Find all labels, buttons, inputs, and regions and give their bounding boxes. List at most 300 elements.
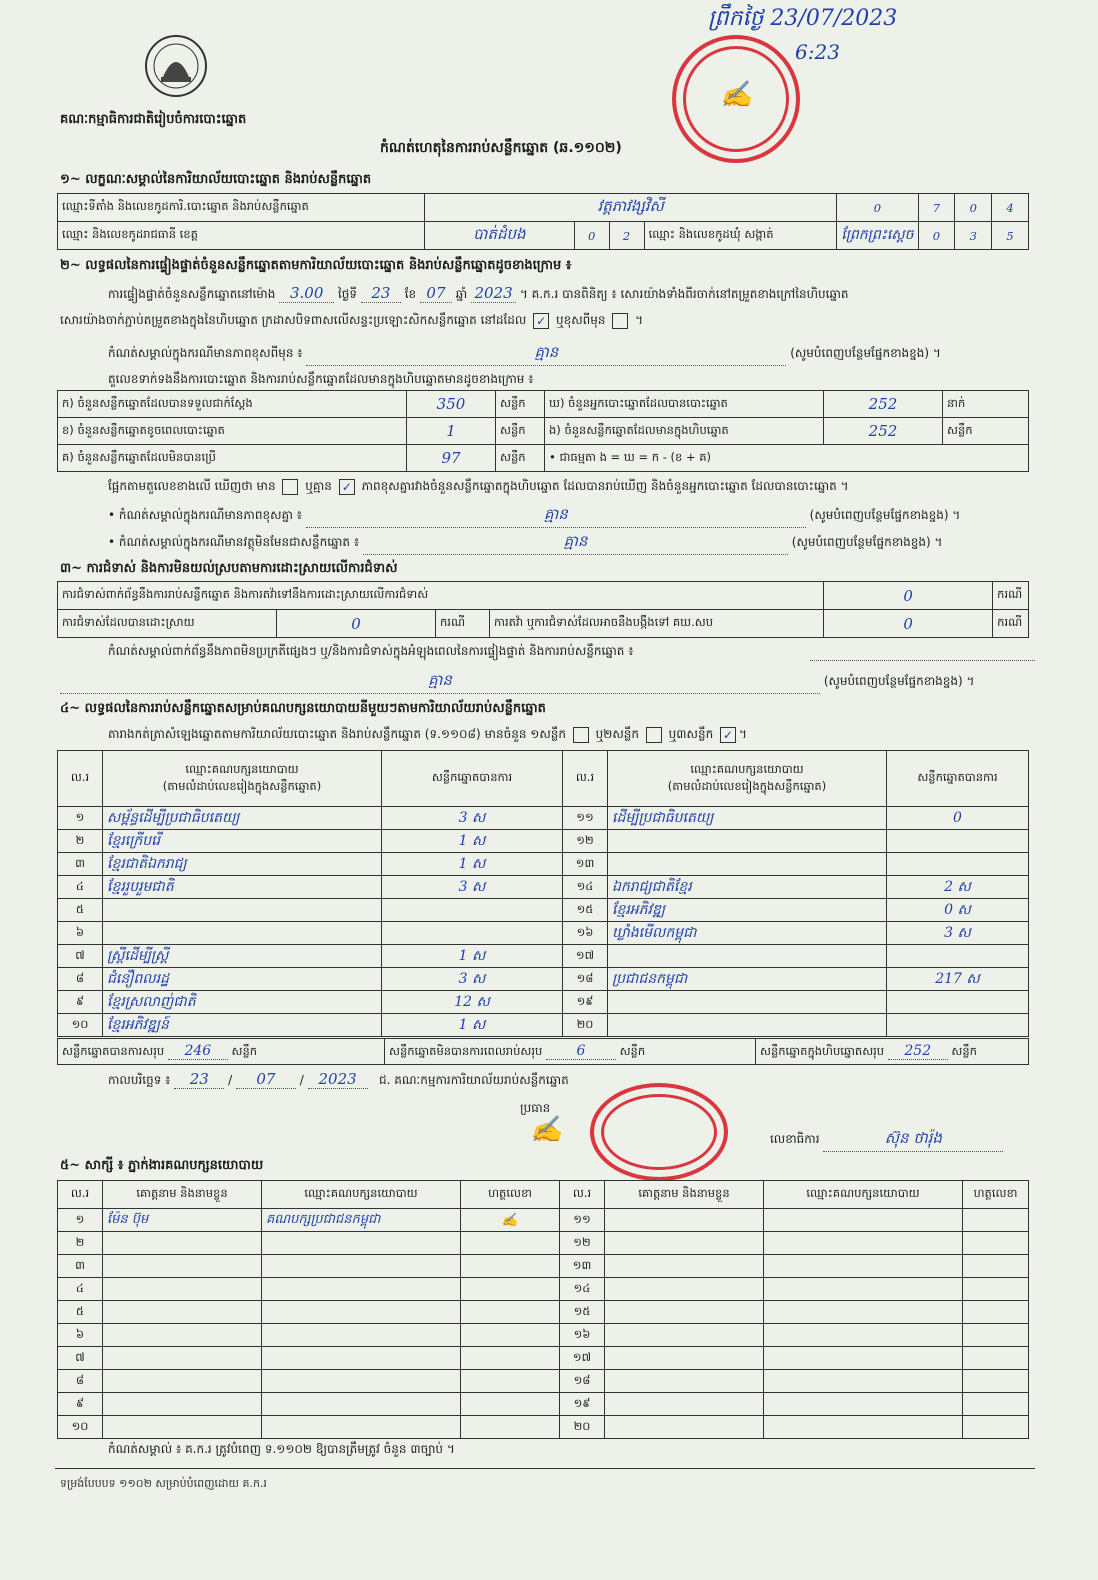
- count-c-label: គ) ចំនួនសន្លឹកឆ្នោតដែលមិនបានប្រើ: [58, 445, 407, 472]
- secretary-name: ស៊ុន ថារ៉ុង: [823, 1129, 1003, 1152]
- diff-or: ឬគ្មាន: [305, 479, 332, 493]
- note3-row: [108, 532, 1038, 555]
- polling-station-label: ឈ្មោះទីតាំង និងលេខកូដការិ.បោះឆ្នោត និងរាប់សន្លឹកឆ្នោត: [58, 194, 425, 222]
- result-no: ១៧: [563, 945, 608, 968]
- intro-e: ។ គ.ក.រ បានពិនិត្យ ៖ សោរយ៉ាងទាំងពីរចាក់នៅតម្រួតខាងក្រៅនៃហិបឆ្នោត: [519, 287, 849, 301]
- result-party: ខ្មែរអភិវឌ្ឍ: [608, 899, 887, 922]
- result-party: ខ្មែរក្រើបរើ: [103, 830, 382, 853]
- note3-value: គ្មាន: [363, 532, 788, 555]
- note2-row: [108, 505, 1038, 528]
- col-party-right-sub: (តាមលំដាប់លេខរៀងក្នុងសន្លឹកឆ្នោត): [667, 778, 827, 793]
- w-col-party-left: ឈ្មោះគណបក្សនយោបាយ: [262, 1181, 461, 1209]
- resolved-unit: ករណី: [436, 610, 490, 638]
- total-box-cell: [756, 1039, 1029, 1065]
- table-row: [58, 853, 1029, 876]
- witness-name: [103, 1347, 262, 1370]
- witness-name: [605, 1370, 764, 1393]
- col-party-left-title: ឈ្មោះគណបក្សនយោបាយ: [185, 761, 299, 776]
- witness-signature: [963, 1324, 1029, 1347]
- totals-table: [57, 1038, 1029, 1065]
- result-no: ១៨: [563, 968, 608, 991]
- party-results-table: [57, 750, 1029, 1037]
- witness-table: [57, 1180, 1029, 1439]
- committee-stamp: [590, 1083, 728, 1181]
- witness-signature: [461, 1347, 560, 1370]
- total-box-value: 252: [888, 1043, 948, 1060]
- col-votes-right: សន្លឹកឆ្នោតបានការ: [887, 751, 1029, 807]
- col-no-right: ល.រ: [563, 751, 608, 807]
- table-row: [58, 1416, 1029, 1439]
- resolved-value: 0: [277, 610, 436, 638]
- witness-no: ២: [58, 1232, 103, 1255]
- result-no: ១២: [563, 830, 608, 853]
- result-votes: [382, 899, 563, 922]
- section1-table: [57, 193, 1029, 250]
- witness-signature: [461, 1301, 560, 1324]
- witness-party: [262, 1370, 461, 1393]
- tally-intro: តារាងកត់ត្រាសំឡេងឆ្នោតតាមការិយាល័យបោះឆ្នោត និងរាប់សន្លឹកឆ្នោត (ទ.១១០៨) មានចំនួន ១សន្លឹក: [108, 727, 566, 741]
- witness-name: [605, 1324, 764, 1347]
- witness-name: [605, 1347, 764, 1370]
- verification-line-1: [108, 284, 1038, 304]
- count-d-label: ឃ) ចំនួនអ្នកបោះឆ្នោតដែលបានបោះឆ្នោត: [545, 391, 824, 418]
- three-sheets-checkbox[interactable]: ✓: [720, 727, 736, 743]
- handwritten-time: 6:23: [795, 40, 840, 64]
- table-row: [58, 876, 1029, 899]
- col-party-left: [103, 751, 382, 807]
- section2-heading: ២~ លទ្ធផលនៃការផ្ទៀងផ្ទាត់ចំនួនសន្លឹកឆ្នោតតាមការិយាល័យបោះឆ្នោត និងរាប់សន្លឹកឆ្នោតដូចខាងក្រោម ៖: [60, 258, 572, 273]
- result-votes: 1 ស: [382, 1014, 563, 1037]
- verification-day: 23: [361, 284, 401, 303]
- result-no: ១: [58, 807, 103, 830]
- total-valid-cell: [58, 1039, 385, 1065]
- objections-unit: ករណី: [993, 582, 1029, 610]
- result-votes: 12 ស: [382, 991, 563, 1014]
- result-party: [608, 830, 887, 853]
- count-a-label: ក) ចំនួនសន្លឹកឆ្នោតដែលបានទទួលជាក់ស្តែង: [58, 391, 407, 418]
- witness-no: ៤: [58, 1278, 103, 1301]
- witness-party: [262, 1255, 461, 1278]
- province-value: បាត់ដំបង: [425, 222, 575, 250]
- verification-time: 3.00: [279, 284, 334, 303]
- witness-party: [764, 1370, 963, 1393]
- counts-table: [57, 390, 1029, 472]
- table-row: [58, 1014, 1029, 1037]
- col-party-right-title: ឈ្មោះគណបក្សនយោបាយ: [690, 761, 804, 776]
- table-row: [58, 830, 1029, 853]
- witness-no: ១២: [560, 1232, 605, 1255]
- witness-signature: [963, 1232, 1029, 1255]
- witness-signature: [461, 1393, 560, 1416]
- result-no: ៤: [58, 876, 103, 899]
- form-footer: ទម្រង់បែបបទ ១១០២ សម្រាប់បំពេញដោយ គ.ក.រ: [60, 1477, 267, 1490]
- result-party: ជំនឿពលរដ្ឋ: [103, 968, 382, 991]
- witness-party: [262, 1232, 461, 1255]
- witness-signature: [963, 1393, 1029, 1416]
- witness-party: [262, 1393, 461, 1416]
- table-row: [58, 1278, 1029, 1301]
- note3-label: • កំណត់សម្គាល់ក្នុងករណីមានវត្ថុមិនមែនជាសន្លឹកឆ្នោត ៖: [108, 535, 360, 549]
- table-row: [58, 1209, 1029, 1232]
- count-d-value: 252: [824, 391, 943, 418]
- witness-no: ១៣: [560, 1255, 605, 1278]
- witness-party: [764, 1301, 963, 1324]
- count-e-unit: សន្លឹក: [943, 418, 1029, 445]
- result-votes: 3 ស: [382, 968, 563, 991]
- section5-heading: ៥~ សាក្សី ៖ ភ្នាក់ងារគណបក្សនយោបាយ: [60, 1158, 264, 1173]
- result-votes: [382, 922, 563, 945]
- witness-name: [103, 1416, 262, 1439]
- witness-no: ១: [58, 1209, 103, 1232]
- witness-no: ១៤: [560, 1278, 605, 1301]
- no-difference-checkbox[interactable]: ✓: [339, 479, 355, 495]
- result-no: ៨: [58, 968, 103, 991]
- result-votes: 1 ស: [382, 830, 563, 853]
- result-party: ខ្មែរជាតិឯករាជ្យ: [103, 853, 382, 876]
- witness-no: ១៨: [560, 1370, 605, 1393]
- result-votes: 1 ស: [382, 945, 563, 968]
- witness-name: [605, 1255, 764, 1278]
- opt2-label: ឬ២សន្លឹក: [595, 727, 640, 741]
- total-valid-unit: សន្លឹក: [231, 1043, 258, 1058]
- result-party: [608, 853, 887, 876]
- has-difference-checkbox[interactable]: [282, 479, 298, 495]
- tally-sheet-row: តារាងកត់ត្រាសំឡេងឆ្នោតតាមការិយាល័យបោះឆ្នោត និងរាប់សន្លឹកឆ្នោត (ទ.១១០៨) មានចំនួន ១សន្លឹក ឬ២សន្លឹក ឬ៣សន្លឹក ✓ ។: [108, 727, 747, 742]
- witness-signature: ✍: [461, 1209, 560, 1232]
- commune-value: ព្រែកព្រះស្តេច: [837, 222, 918, 250]
- table-row: [58, 1347, 1029, 1370]
- table-row: [58, 968, 1029, 991]
- escalated-label: ការតវ៉ា ឬការជំទាស់ដែលអាចនឹងបង្កឹងទៅ គឃ.សប: [490, 610, 824, 638]
- date-label: កាលបរិច្ឆេទ ៖: [108, 1073, 171, 1087]
- secretary-row: [770, 1129, 1003, 1152]
- note2-label: • កំណត់សម្គាល់ក្នុងករណីមានភាពខុសគ្នា ៖: [108, 508, 303, 522]
- intro-c: ខែ: [404, 287, 417, 301]
- witness-name: [103, 1232, 262, 1255]
- witness-signature: [461, 1255, 560, 1278]
- total-invalid-value: 6: [546, 1043, 616, 1060]
- date-month: 07: [236, 1070, 296, 1089]
- count-e-label: ង) ចំនួនសន្លឹកឆ្នោតដែលមានក្នុងហិបឆ្នោត: [545, 418, 824, 445]
- escalated-value: 0: [824, 610, 993, 638]
- result-no: ១៩: [563, 991, 608, 1014]
- w-col-party-right: ឈ្មោះគណបក្សនយោបាយ: [764, 1181, 963, 1209]
- polling-station-value: វត្តភាវង្សវិសី: [425, 194, 837, 222]
- objections-value: 0: [824, 582, 993, 610]
- result-no: ១១: [563, 807, 608, 830]
- result-party: [103, 922, 382, 945]
- form-title: កំណត់ហេតុនៃការរាប់សន្លឹកឆ្នោត (ឆ.១១០២): [380, 140, 622, 156]
- w-col-no-right: ល.រ: [560, 1181, 605, 1209]
- result-votes: 2 ស: [887, 876, 1029, 899]
- witness-name: [605, 1278, 764, 1301]
- witness-no: ១១: [560, 1209, 605, 1232]
- witness-signature: [963, 1416, 1029, 1439]
- committee-name: គណៈកម្មាធិការជាតិរៀបចំការបោះឆ្នោត: [60, 112, 247, 127]
- result-party: ស្ត្រីដើម្បីស្ត្រី: [103, 945, 382, 968]
- result-votes: 3 ស: [887, 922, 1029, 945]
- result-party: ខ្មែរអភិវឌ្ឍន៍: [103, 1014, 382, 1037]
- secretary-label: លេខាធិការ: [770, 1132, 820, 1146]
- result-votes: 1 ស: [382, 853, 563, 876]
- witness-name: [605, 1209, 764, 1232]
- note1-row: [108, 343, 1038, 366]
- result-no: ១៥: [563, 899, 608, 922]
- result-votes: 3 ស: [382, 876, 563, 899]
- note2-value: គ្មាន: [306, 505, 806, 528]
- w-col-sig-right: ហត្ថលេខា: [963, 1181, 1029, 1209]
- province-code-1: 0: [574, 222, 609, 250]
- intro-d: ឆ្នាំ: [455, 287, 468, 301]
- total-valid-label: សន្លឹកឆ្នោតបានការសរុប: [62, 1043, 165, 1058]
- station-code-1: 0: [837, 194, 918, 222]
- section3-note-label: កំណត់សម្គាល់ពាក់ព័ន្ធនឹងភាពមិនប្រក្រតីផ្សេងៗ ឬ/និងការជំទាស់ក្នុងអំឡុងពេលនៃការផ្ទៀងផ្ទាត់ និងការរាប់សន្លឹកឆ្នោត ៖: [108, 644, 634, 658]
- result-votes: 217 ស: [887, 968, 1029, 991]
- witness-party: [262, 1347, 461, 1370]
- table-row: [58, 1393, 1029, 1416]
- count-a-unit: សន្លឹក: [496, 391, 545, 418]
- total-box-label: សន្លឹកឆ្នោតក្នុងហិបឆ្នោតសរុប: [760, 1043, 885, 1058]
- result-no: ១០: [58, 1014, 103, 1037]
- result-no: ២០: [563, 1014, 608, 1037]
- note1-label: កំណត់សម្គាល់ក្នុងករណីមានភាពខុសពីមុន ៖: [108, 346, 303, 360]
- w-col-sig-left: ហត្ថលេខា: [461, 1181, 560, 1209]
- commune-code-2: 3: [955, 222, 992, 250]
- count-e-value: 252: [824, 418, 943, 445]
- witness-no: ៣: [58, 1255, 103, 1278]
- result-votes: [887, 991, 1029, 1014]
- note1-suffix: (សូមបំពេញបន្ថែមផ្នែកខាងខ្នង) ។: [790, 346, 941, 360]
- result-party: [608, 1014, 887, 1037]
- witness-name: [605, 1393, 764, 1416]
- table-row: [58, 1232, 1029, 1255]
- result-party: ខ្មែររួបរួមជាតិ: [103, 876, 382, 899]
- section3-note-suffix: (សូមបំពេញបន្ថែមផ្នែកខាងខ្នង) ។: [823, 674, 975, 688]
- total-invalid-label: សន្លឹកឆ្នោតមិនបានការពេលរាប់សរុប: [389, 1043, 543, 1058]
- diff-a: ផ្អែកតាមតួលេខខាងលើ ឃើញថា មាន: [108, 479, 276, 493]
- difference-row: [108, 478, 849, 496]
- result-no: ៧: [58, 945, 103, 968]
- diff-b: ភាពខុសគ្នារវាងចំនួនសន្លឹកឆ្នោតក្នុងហិបឆ្នោត ដែលបានរាប់ឃើញ និងចំនួនអ្នកបោះឆ្នោត ដែលបានបោះឆ្នោត ។: [361, 479, 849, 493]
- note2-suffix: (សូមបំពេញបន្ថែមផ្នែកខាងខ្នង) ។: [809, 508, 961, 522]
- station-code-2: 7: [918, 194, 955, 222]
- result-party: [103, 899, 382, 922]
- count-b-label: ខ) ចំនួនសន្លឹកឆ្នោតខូចពេលបោះឆ្នោត: [58, 418, 407, 445]
- formula-note: • ជាធម្មតា ង = ឃ = ក - (ខ + គ): [545, 445, 1029, 472]
- witness-no: ៩: [58, 1393, 103, 1416]
- result-party: ដើម្បីប្រជាធិបតេយ្យ: [608, 807, 887, 830]
- witness-party: [764, 1324, 963, 1347]
- witness-party: [764, 1416, 963, 1439]
- witness-name: [103, 1370, 262, 1393]
- result-no: ១៣: [563, 853, 608, 876]
- witness-party: [764, 1255, 963, 1278]
- intro-a: ការផ្ទៀងផ្ទាត់ចំនួនសន្លឹកឆ្នោតនៅម៉ោង: [108, 287, 276, 301]
- table-row: [58, 1255, 1029, 1278]
- result-no: ៩: [58, 991, 103, 1014]
- objections-table: [57, 581, 1029, 638]
- line2-or: ឬខុសពីមុន: [555, 313, 606, 327]
- station-code-4: 4: [992, 194, 1029, 222]
- witness-signature: [963, 1370, 1029, 1393]
- result-votes: [887, 1014, 1029, 1037]
- witness-signature: [963, 1301, 1029, 1324]
- section4-heading: ៤~ លទ្ធផលនៃការរាប់សន្លឹកឆ្នោតសម្រាប់គណបក្សនយោបាយនីមួយៗតាមការិយាល័យរាប់សន្លឹកឆ្នោត: [60, 701, 546, 716]
- col-votes-left: សន្លឹកឆ្នោតបានការ: [382, 751, 563, 807]
- witness-name: [103, 1301, 262, 1324]
- witness-party: [764, 1393, 963, 1416]
- witness-party: [764, 1347, 963, 1370]
- two-sheets-checkbox[interactable]: [646, 727, 662, 743]
- witness-party: [764, 1278, 963, 1301]
- one-sheet-checkbox[interactable]: [573, 727, 589, 743]
- result-party: ខ្មែរស្រលាញ់ជាតិ: [103, 991, 382, 1014]
- count-c-value: 97: [407, 445, 496, 472]
- result-votes: 3 ស: [382, 807, 563, 830]
- result-votes: [887, 830, 1029, 853]
- table-row: [58, 991, 1029, 1014]
- date-day: 23: [174, 1070, 224, 1089]
- witness-no: ១៦: [560, 1324, 605, 1347]
- stamp-signature: ✍: [720, 80, 753, 110]
- total-invalid-unit: សន្លឹក: [619, 1043, 646, 1058]
- witness-name: [605, 1232, 764, 1255]
- count-b-value: 1: [407, 418, 496, 445]
- date-row: កាលបរិច្ឆេទ ៖ 23 / 07 / 2023 ជ. គណៈកម្មការការិយាល័យរាប់សន្លឹកឆ្នោត: [108, 1070, 569, 1088]
- witness-party: [764, 1209, 963, 1232]
- witness-signature: [461, 1232, 560, 1255]
- opt3-label: ឬ៣សន្លឹក: [668, 727, 714, 741]
- handwritten-date: ព្រឹកថ្ងៃ 23/07/2023: [708, 6, 898, 31]
- table-row: [58, 1370, 1029, 1393]
- emblem-icon: [143, 33, 209, 99]
- footnote: កំណត់សម្គាល់ ៖ គ.ក.រ ត្រូវបំពេញ ទ.១១០២ ឱ្យបានត្រឹមត្រូវ ចំនួន ៣ច្បាប់ ។: [108, 1442, 455, 1456]
- witness-no: ១៥: [560, 1301, 605, 1324]
- witness-signature: [461, 1370, 560, 1393]
- col-no-left: ល.រ: [58, 751, 103, 807]
- witness-no: ៥: [58, 1301, 103, 1324]
- total-invalid-cell: [385, 1039, 756, 1065]
- result-no: ៦: [58, 922, 103, 945]
- chair-signature: ✍: [530, 1115, 563, 1145]
- witness-party: [262, 1278, 461, 1301]
- table-row: [58, 899, 1029, 922]
- count-intro: តួលេខទាក់ទងនឹងការបោះឆ្នោត និងការរាប់សន្លឹកឆ្នោតដែលមានក្នុងហិបឆ្នោតមានដូចខាងក្រោម ៖: [108, 372, 534, 386]
- intro-b: ថ្ងៃទី: [338, 287, 358, 301]
- verification-line-2: សោរយ៉ាងចាក់ភ្ជាប់តម្រួតខាងក្នុងនៃហិបឆ្នោត ក្រដាសបិទពាសលើសន្ទះប្រឡោះសិកសន្លឹកឆ្នោត នៅដដែល ✓ ឬខុសពីមុន ។: [60, 313, 644, 328]
- col-party-right: [608, 751, 887, 807]
- result-votes: [887, 853, 1029, 876]
- witness-signature: [963, 1255, 1029, 1278]
- table-row: [58, 1301, 1029, 1324]
- witness-signature: [461, 1324, 560, 1347]
- witness-name: [605, 1416, 764, 1439]
- count-a-value: 350: [407, 391, 496, 418]
- committee-label: ជ. គណៈកម្មការការិយាល័យរាប់សន្លឹកឆ្នោត: [379, 1073, 569, 1087]
- witness-signature: [461, 1278, 560, 1301]
- date-year: 2023: [308, 1070, 368, 1089]
- witness-name: [103, 1255, 262, 1278]
- escalated-unit: ករណី: [993, 610, 1029, 638]
- section3-note-value: គ្មាន: [60, 671, 820, 694]
- witness-no: ១៩: [560, 1393, 605, 1416]
- table-row: [58, 922, 1029, 945]
- witness-no: ១៧: [560, 1347, 605, 1370]
- witness-no: ២០: [560, 1416, 605, 1439]
- witness-signature: [461, 1416, 560, 1439]
- witness-party: [262, 1416, 461, 1439]
- verification-month: 07: [420, 284, 452, 303]
- section3-note-row: [60, 671, 1038, 694]
- province-label: ឈ្មោះ និងលេខកូដរាជធានី ខេត្ត: [58, 222, 425, 250]
- station-code-3: 0: [955, 194, 992, 222]
- result-no: ២: [58, 830, 103, 853]
- count-c-unit: សន្លឹក: [496, 445, 545, 472]
- objections-label: ការជំទាស់ពាក់ព័ន្ធនឹងការរាប់សន្លឹកឆ្នោត និងការតវ៉ាទៅនឹងការដោះស្រាយលើការជំទាស់: [58, 582, 824, 610]
- result-no: ៣: [58, 853, 103, 876]
- witness-party: [262, 1301, 461, 1324]
- commune-code-3: 5: [992, 222, 1029, 250]
- total-box-unit: សន្លឹក: [951, 1043, 977, 1058]
- nec-logo: [143, 33, 209, 99]
- witness-no: ៧: [58, 1347, 103, 1370]
- witness-name: [103, 1324, 262, 1347]
- witness-no: ៦: [58, 1324, 103, 1347]
- witness-signature: [963, 1347, 1029, 1370]
- province-code-2: 2: [609, 222, 644, 250]
- changed-checkbox[interactable]: [612, 313, 628, 329]
- note1-value: គ្មាន: [306, 343, 786, 366]
- table-row: [58, 807, 1029, 830]
- table-row: [58, 1324, 1029, 1347]
- witness-party: [764, 1232, 963, 1255]
- witness-name: [605, 1301, 764, 1324]
- witness-name: [103, 1393, 262, 1416]
- line2-text: សោរយ៉ាងចាក់ភ្ជាប់តម្រួតខាងក្នុងនៃហិបឆ្នោត ក្រដាសបិទពាសលើសន្ទះប្រឡោះសិកសន្លឹកឆ្នោត នៅដដែល: [60, 313, 527, 327]
- result-party: ឃ្លាំងមើលកម្ពុជា: [608, 922, 887, 945]
- resolved-label: ការជំទាស់ដែលបានដោះស្រាយ: [58, 610, 277, 638]
- count-b-unit: សន្លឹក: [496, 418, 545, 445]
- col-party-left-sub: (តាមលំដាប់លេខរៀងក្នុងសន្លឹកឆ្នោត): [162, 778, 322, 793]
- section1-heading: ១~ លក្ខណៈសម្គាល់នៃការិយាល័យបោះឆ្នោត និងរាប់សន្លឹកឆ្នោត: [60, 172, 372, 187]
- result-votes: 0: [887, 807, 1029, 830]
- witness-no: ១០: [58, 1416, 103, 1439]
- witness-name: ម៉ែន ប៊ុម: [103, 1209, 262, 1232]
- witness-party: គណបក្សប្រជាជនកម្ពុជា: [262, 1209, 461, 1232]
- result-party: [608, 945, 887, 968]
- result-party: [608, 991, 887, 1014]
- result-no: ៥: [58, 899, 103, 922]
- witness-party: [262, 1324, 461, 1347]
- commune-label: ឈ្មោះ និងលេខកូដឃុំ សង្កាត់: [644, 222, 837, 250]
- note3-suffix: (សូមបំពេញបន្ថែមផ្នែកខាងខ្នង) ។: [791, 535, 943, 549]
- result-no: ១៦: [563, 922, 608, 945]
- witness-name: [103, 1278, 262, 1301]
- witness-no: ៨: [58, 1370, 103, 1393]
- same-checkbox[interactable]: ✓: [533, 313, 549, 329]
- verification-year: 2023: [471, 284, 516, 303]
- chair-label: ប្រធាន: [520, 1101, 551, 1115]
- table-row: [58, 945, 1029, 968]
- section3-heading: ៣~ ការជំទាស់ និងការមិនយល់ស្របតាមការដោះស្រាយលើការជំទាស់: [60, 561, 398, 576]
- count-d-unit: នាក់: [943, 391, 1029, 418]
- result-no: ១៤: [563, 876, 608, 899]
- result-party: សម្ព័ន្ធដើម្បីប្រជាធិបតេយ្យ: [103, 807, 382, 830]
- w-col-name-right: គោត្តនាម និងនាមខ្លួន: [605, 1181, 764, 1209]
- witness-signature: [963, 1209, 1029, 1232]
- w-col-name-left: គោត្តនាម និងនាមខ្លួន: [103, 1181, 262, 1209]
- result-party: ឯករាជ្យជាតិខ្មែរ: [608, 876, 887, 899]
